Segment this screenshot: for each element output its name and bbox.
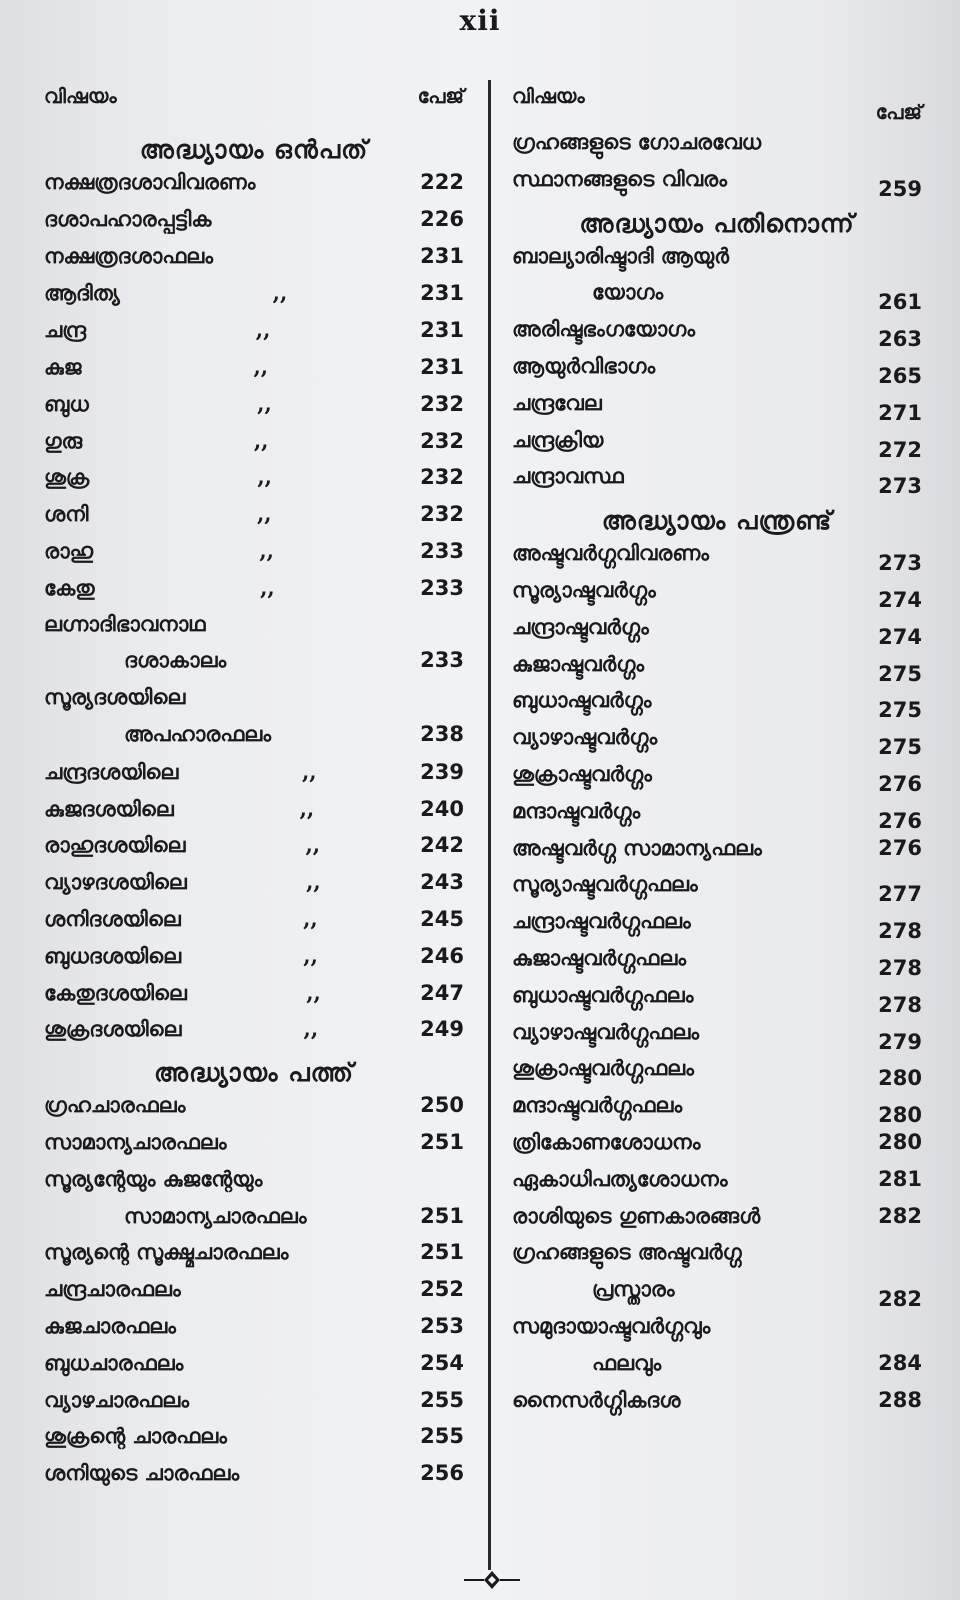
entry-title: രാഹുദശയിലെ: [44, 833, 186, 858]
toc-entry: [512, 130, 922, 167]
entry-title: ചന്ദ്രദശയിലെ: [44, 759, 179, 784]
entry-title: സമുദായാഷ്ടവർഗ്ഗവും: [512, 1313, 711, 1338]
entry-page-number: 276: [878, 808, 922, 833]
toc-entry: [512, 1056, 922, 1093]
toc-entry: [44, 612, 464, 649]
toc-entry: [44, 832, 464, 869]
toc-entry: [44, 1314, 464, 1351]
entry-title: ബുധാഷ്ടവർഗ്ഗഫലം: [512, 982, 694, 1007]
toc-entry: [44, 280, 464, 317]
entry-title: ചന്ദ്രാഷ്ടവർഗ്ഗഫലം: [512, 909, 691, 934]
entry-title: ത്രികോണശോധനം: [512, 1129, 701, 1154]
toc-entry: [44, 1240, 464, 1277]
toc-entry: [44, 980, 464, 1017]
entry-title: പ്രസ്താരം: [592, 1277, 675, 1302]
entry-title: സ്ഥാനങ്ങളുടെ വിവരം: [512, 166, 727, 191]
entry-page-number: 240: [420, 796, 464, 821]
toc-entry: [44, 759, 464, 796]
entry-page-number: 251: [420, 1240, 464, 1265]
entry-page-number: 278: [878, 992, 922, 1017]
entry-title: ഗ്രഹങ്ങളുടെ ഗോചരവേധ: [512, 130, 762, 154]
entry-page-number: 280: [878, 1066, 922, 1091]
ditto-mark: ,,: [257, 464, 272, 490]
entry-page-number: 274: [878, 624, 922, 649]
toc-entry: [512, 1020, 922, 1057]
toc-entry: [512, 762, 922, 799]
entry-title: ചന്ദ്രക്രിയ: [512, 427, 604, 452]
ditto-mark: ,,: [305, 832, 321, 858]
entry-page-number: 276: [878, 771, 922, 796]
ditto-mark: ,,: [303, 942, 318, 968]
entry-title: ബുധാഷ്ടവർഗ്ഗം: [512, 688, 652, 713]
ornament-icon: [462, 1568, 522, 1592]
entry-title: ശനിദശയിലെ: [44, 906, 181, 931]
entry-title: ശനിയുടെ ചാരഫലം: [44, 1461, 240, 1486]
toc-rows-left: [44, 130, 464, 1498]
entry-title: കുജാഷ്ടവർഗ്ഗഫലം: [512, 945, 687, 970]
entry-page-number: 282: [878, 1203, 922, 1228]
entry-page-number: 259: [878, 176, 922, 201]
entry-title: ഗ്രഹചാരഫലം: [44, 1093, 186, 1118]
toc-entry: [44, 1277, 464, 1314]
toc-entry: [512, 872, 922, 909]
ditto-mark: ,,: [306, 979, 321, 1005]
entry-page-number: 242: [420, 833, 464, 858]
toc-entry: [512, 1314, 922, 1351]
entry-title: രാശിയുടെ ഗുണകാരങ്ങൾ: [512, 1203, 761, 1228]
entry-page-number: 231: [420, 281, 464, 306]
toc-entry: [44, 428, 464, 465]
ditto-mark: ,,: [255, 317, 271, 343]
entry-title: ഗുരു: [44, 428, 83, 453]
chapter-heading: അദ്ധ്യായം പന്ത്രണ്ട്: [601, 506, 833, 536]
entry-title: ദശാപഹാരപ്പട്ടിക: [44, 206, 212, 231]
ditto-mark: ,,: [259, 537, 274, 563]
toc-entry: [512, 983, 922, 1020]
entry-title: ശുക്ര: [44, 465, 90, 490]
column-header: [512, 84, 922, 130]
toc-entry: [44, 354, 464, 391]
entry-page-number: 275: [878, 661, 922, 686]
toc-entry: [44, 1424, 464, 1461]
toc-entry: [512, 652, 922, 689]
entry-page-number: 231: [420, 318, 464, 343]
ditto-mark: ,,: [301, 758, 317, 784]
entry-page-number: 273: [878, 551, 922, 576]
chapter-heading: അദ്ധ്യായം പത്ത്: [154, 1058, 354, 1088]
col-subject-label: വിഷയം: [44, 84, 117, 108]
entry-page-number: 233: [420, 575, 464, 600]
col-page-label: പേജ്: [417, 84, 464, 108]
entry-page-number: 265: [878, 363, 922, 388]
toc-entry: [44, 1204, 464, 1241]
toc-entry: [44, 538, 464, 575]
entry-page-number: 277: [878, 882, 922, 907]
toc-entry: [44, 391, 464, 428]
entry-page-number: 279: [878, 1029, 922, 1054]
toc-entry: [512, 615, 922, 652]
entry-title: ആയുർവിഭാഗം: [512, 353, 656, 378]
toc-entry: [512, 317, 922, 354]
entry-page-number: 282: [878, 1287, 922, 1312]
entry-page-number: 271: [878, 400, 922, 425]
toc-entry: [512, 391, 922, 428]
entry-title: ശനി: [44, 502, 89, 527]
toc-entry: [512, 1240, 922, 1277]
entry-title: ബുധചാരഫലം: [44, 1350, 184, 1375]
entry-page-number: 233: [420, 648, 464, 673]
entry-title: വ്യാഴചാരഫലം: [44, 1387, 190, 1412]
entry-page-number: 247: [420, 980, 464, 1005]
entry-title: ചന്ദ്രചാരഫലം: [44, 1277, 181, 1302]
entry-title: ചന്ദ്രാവസ്ഥ: [512, 464, 624, 489]
toc-entry: [512, 725, 922, 762]
entry-title: സൂര്യാഷ്ടവർഗ്ഗം: [512, 577, 656, 602]
toc-entry: [512, 946, 922, 983]
toc-entry: [44, 906, 464, 943]
toc-entry: [512, 244, 922, 281]
entry-title: കേതുദശയിലെ: [44, 980, 187, 1005]
toc-entry: [44, 464, 464, 501]
entry-page-number: 278: [878, 955, 922, 980]
entry-title: ബുധ: [44, 391, 89, 416]
entry-title: ബാല്യാരിഷ്ടാദി ആയുർ: [512, 243, 729, 268]
entry-title: യോഗം: [592, 280, 664, 305]
toc-entry: [44, 317, 464, 354]
ditto-mark: ,,: [299, 795, 315, 821]
toc-entry: [512, 1204, 922, 1241]
entry-title: ചന്ദ്രാഷ്ടവർഗ്ഗം: [512, 614, 649, 639]
entry-page-number: 276: [878, 835, 922, 860]
entry-title: സൂര്യദശയിലെ: [44, 685, 186, 710]
col-subject-label: വിഷയം: [512, 84, 585, 108]
entry-title: ലഗ്നാദിഭാവനാഥ: [44, 611, 206, 636]
ditto-mark: ,,: [303, 1016, 319, 1042]
entry-page-number: 232: [420, 502, 464, 527]
toc-entry: [512, 578, 922, 615]
entry-page-number: 239: [420, 759, 464, 784]
entry-title: സൂര്യന്റെ സൂക്ഷ്മചാരഫലം: [44, 1240, 289, 1265]
ditto-mark: ,,: [260, 574, 275, 600]
entry-title: സൂര്യാഷ്ടവർഗ്ഗഫലം: [512, 872, 698, 897]
chapter-heading: അദ്ധ്യായം പതിനൊന്ന്: [579, 208, 855, 238]
entry-page-number: 254: [420, 1350, 464, 1375]
col-page-label: പേജ്: [875, 100, 922, 124]
ditto-mark: ,,: [253, 427, 269, 453]
entry-page-number: 284: [878, 1350, 922, 1375]
entry-page-number: 226: [420, 206, 464, 231]
entry-title: രാഹു: [44, 538, 94, 563]
toc-entry: [512, 1388, 922, 1425]
entry-page-number: 245: [420, 906, 464, 931]
entry-title: കുജചാരഫലം: [44, 1313, 176, 1338]
toc-entry: [44, 244, 464, 281]
toc-entry: [512, 280, 922, 317]
entry-title: ശുക്രാഷ്ടവർഗ്ഗം: [512, 761, 652, 786]
entry-title: കുജദശയിലെ: [44, 796, 174, 821]
entry-title: വ്യാഴാഷ്ടവർഗ്ഗഫലം: [512, 1019, 700, 1044]
entry-page-number: 275: [878, 698, 922, 723]
entry-title: അപഹാരഫലം: [124, 721, 272, 746]
entry-title: ശുക്രന്റെ ചാരഫലം: [44, 1424, 227, 1449]
toc-entry: [512, 1130, 922, 1167]
ditto-mark: ,,: [256, 501, 272, 527]
entry-page-number: 238: [420, 721, 464, 746]
entry-page-number: 222: [420, 170, 464, 194]
entry-page-number: 251: [420, 1129, 464, 1154]
column-header: [44, 84, 464, 130]
toc-entry: [44, 1167, 464, 1204]
toc-entry: [512, 1351, 922, 1388]
entry-title: ശുക്രദശയിലെ: [44, 1017, 182, 1042]
entry-page-number: 261: [878, 290, 922, 315]
toc-entry: [44, 1351, 464, 1388]
entry-title: മന്ദാഷ്ടവർഗ്ഗം: [512, 798, 641, 823]
entry-title: കുജാഷ്ടവർഗ്ഗം: [512, 651, 645, 676]
entry-title: ആദിത്യ: [44, 281, 120, 306]
entry-page-number: 231: [420, 243, 464, 268]
entry-page-number: 231: [420, 354, 464, 379]
entry-page-number: 263: [878, 327, 922, 352]
toc-entry: [44, 1388, 464, 1425]
entry-title: ഗ്രഹങ്ങളുടെ അഷ്ടവർഗ്ഗ: [512, 1240, 742, 1265]
entry-title: ദശാകാലം: [124, 648, 227, 673]
toc-entry: [512, 909, 922, 946]
toc-entry: [512, 799, 922, 836]
toc-column-left: [44, 84, 464, 1498]
entry-title: കേതു: [44, 575, 95, 600]
entry-page-number: 252: [420, 1277, 464, 1302]
entry-title: അരിഷ്ടഭംഗയോഗം: [512, 317, 696, 342]
toc-entry: [44, 1461, 464, 1498]
entry-title: നൈസർഗ്ഗികദശ: [512, 1387, 681, 1412]
entry-page-number: 256: [420, 1461, 464, 1486]
entry-title: വ്യാഴദശയിലെ: [44, 870, 187, 895]
entry-page-number: 288: [878, 1387, 922, 1412]
entry-page-number: 274: [878, 587, 922, 612]
entry-title: ഏകാധിപത്യശോധനം: [512, 1166, 728, 1191]
entry-title: സൂര്യന്റേയും കുജന്റേയും: [44, 1166, 263, 1191]
entry-title: ശുക്രാഷ്ടവർഗ്ഗഫലം: [512, 1056, 694, 1081]
entry-page-number: 243: [420, 870, 464, 895]
entry-page-number: 275: [878, 735, 922, 760]
toc-entry: [44, 207, 464, 244]
entry-title: വ്യാഴാഷ്ടവർഗ്ഗം: [512, 725, 658, 750]
entry-title: മന്ദാഷ്ടവർഗ്ഗഫലം: [512, 1093, 683, 1118]
ditto-mark: ,,: [253, 353, 269, 379]
entry-title: സാമാന്യചാരഫലം: [124, 1203, 307, 1228]
entry-page-number: 249: [420, 1017, 464, 1042]
entry-page-number: 273: [878, 474, 922, 499]
entry-page-number: 255: [420, 1387, 464, 1412]
entry-title: നക്ഷത്രദശാഫലം: [44, 243, 214, 268]
entry-page-number: 232: [420, 465, 464, 490]
ditto-mark: ,,: [257, 390, 272, 416]
ditto-mark: ,,: [306, 869, 321, 895]
entry-page-number: 233: [420, 538, 464, 563]
toc-entry: [44, 575, 464, 612]
toc-entry: [512, 836, 922, 873]
toc-entry: [44, 685, 464, 722]
entry-page-number: 278: [878, 919, 922, 944]
entry-page-number: 255: [420, 1424, 464, 1449]
column-divider: [488, 80, 491, 1570]
toc-entry: [44, 648, 464, 685]
toc-entry: [512, 464, 922, 501]
chapter-heading: അദ്ധ്യായം ഒൻപത്: [139, 135, 369, 164]
entry-title: അഷ്ടവർഗ്ഗ സാമാന്യഫലം: [512, 835, 762, 860]
entry-page-number: 251: [420, 1203, 464, 1228]
entry-page-number: 280: [878, 1103, 922, 1128]
entry-title: ചന്ദ്രവേല: [512, 390, 602, 415]
ditto-mark: ,,: [303, 905, 318, 931]
toc-entry: [512, 1167, 922, 1204]
entry-title: ചന്ദ്ര: [44, 318, 87, 343]
toc-entry: [512, 428, 922, 465]
entry-page-number: 246: [420, 943, 464, 968]
entry-page-number: 232: [420, 428, 464, 453]
toc-entry: [44, 869, 464, 906]
toc-entry: [44, 722, 464, 759]
toc-entry: [44, 943, 464, 980]
entry-page-number: 272: [878, 437, 922, 462]
entry-page-number: 253: [420, 1313, 464, 1338]
entry-title: അഷ്ടവർഗ്ഗവിവരണം: [512, 541, 709, 566]
entry-page-number: 281: [878, 1166, 922, 1191]
toc-entry: [512, 1277, 922, 1314]
toc-column-right: [512, 84, 922, 1424]
toc-entry: [44, 1016, 464, 1053]
entry-page-number: 232: [420, 391, 464, 416]
ditto-mark: ,,: [272, 280, 288, 306]
page-number: xii: [459, 4, 501, 37]
toc-entry: [44, 501, 464, 538]
toc-entry: [512, 354, 922, 391]
toc-entry: [44, 796, 464, 833]
toc-entry: [512, 1093, 922, 1130]
entry-title: ഫലവും: [592, 1350, 662, 1375]
entry-title: നക്ഷത്രദശാവിവരണം: [44, 170, 256, 194]
toc-entry: [512, 167, 922, 204]
entry-title: ബുധദശയിലെ: [44, 943, 182, 968]
toc-entry: [44, 1093, 464, 1130]
entry-title: കുജ: [44, 354, 82, 379]
toc-entry: [44, 1130, 464, 1167]
toc-rows-right: [512, 130, 922, 1424]
toc-entry: [512, 541, 922, 578]
entry-page-number: 250: [420, 1093, 464, 1118]
toc-entry: [44, 170, 464, 207]
toc-entry: [512, 688, 922, 725]
entry-page-number: 280: [878, 1129, 922, 1154]
entry-title: സാമാന്യചാരഫലം: [44, 1129, 227, 1154]
